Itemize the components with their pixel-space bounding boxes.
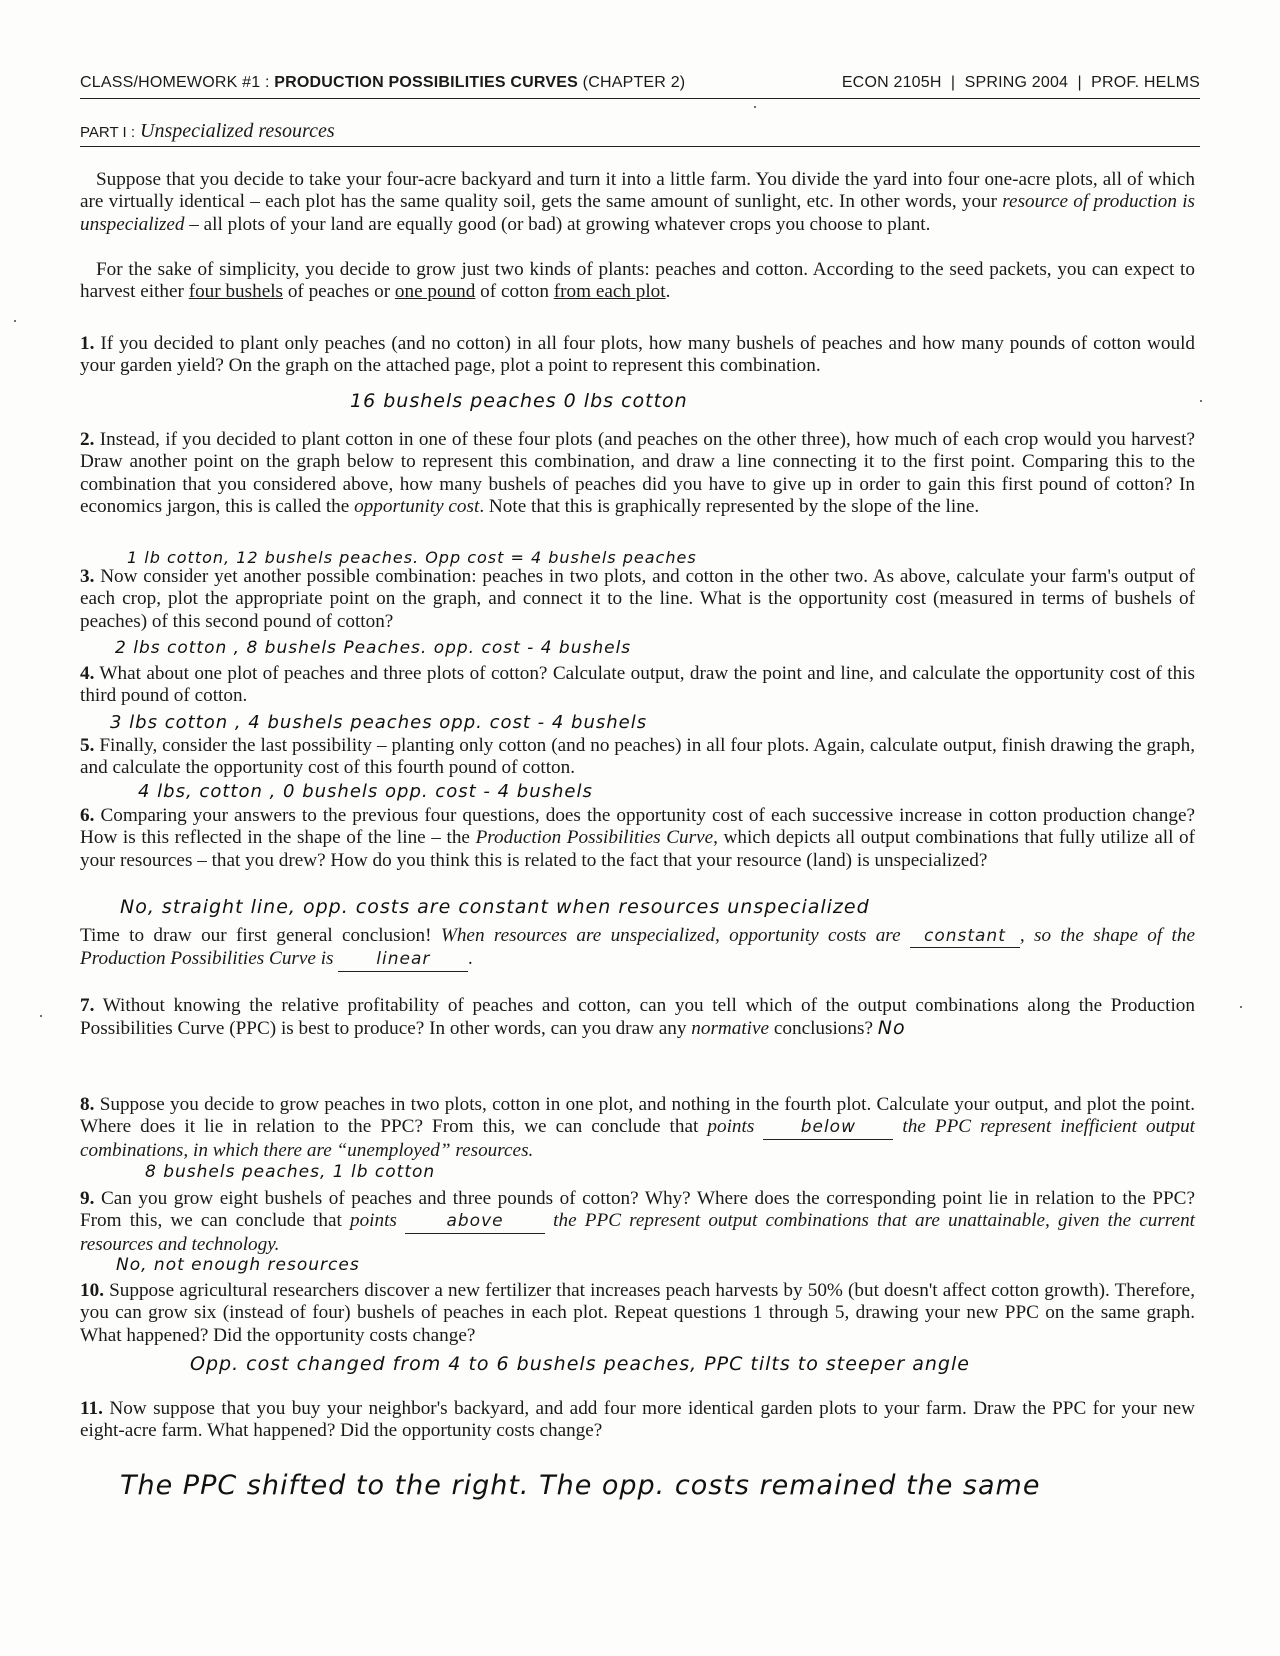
part-label: PART I :: [80, 124, 136, 141]
course-code: ECON 2105H: [841, 74, 942, 91]
question-5: 5. Finally, consider the last possibility – planting only cotton (and no peaches) in all four plots. Again, calculate output, finish drawing the graph, and calculate the opportunity cost of this fourth pound of cotton.: [80, 735, 1196, 779]
q9-blank: above: [405, 1210, 545, 1233]
intro-paragraph-1: Suppose that you decide to take your four-acre backyard and turn it into a little farm. You divide the yard into four one-acre plots, all of which are virtually identical – each plot has the same quality soil, gets the same amount of sunlight, etc. In other words, your resource of production is unspecialized – all plots of your land are equally good (or bad) at growing whatever crops you choose to plant.: [80, 169, 1195, 235]
answer-4-handwritten: 3 lbs cotton , 4 bushels peaches opp. cost - 4 bushels: [110, 712, 648, 733]
scan-speck: [1240, 1006, 1242, 1008]
question-8: 8. Suppose you decide to grow peaches in two plots, cotton in one plot, and nothing in the fourth plot. Calculate your output, and plot the point. Where does it lie in relation to the PPC? From this, we can conclude that points below the PPC represent inefficient output combinations, in which there are “unemployed” resources.: [80, 1094, 1196, 1161]
scan-speck: [40, 1015, 42, 1017]
part-title: Unspecialized resources: [140, 120, 335, 142]
term-label: SPRING 2004: [964, 74, 1069, 91]
answer-9-handwritten: No, not enough resources: [116, 1255, 360, 1275]
answer-6-handwritten: No, straight line, opp. costs are constant when resources unspecialized: [120, 896, 870, 918]
conclusion-blank-2: linear: [338, 948, 468, 971]
scan-speck: [754, 106, 756, 108]
question-1: 1. If you decided to plant only peaches (and no cotton) in all four plots, how many bushels of peaches and how many pounds of cotton would your garden yield? On the graph on the attached page, plot a point to represent this combination.: [80, 333, 1195, 377]
part-rule: [80, 146, 1200, 147]
answer-8-handwritten: 8 bushels peaches, 1 lb cotton: [145, 1162, 436, 1182]
answer-3-handwritten: 2 lbs cotton , 8 bushels Peaches. opp. cost - 4 bushels: [115, 638, 632, 658]
question-4: 4. What about one plot of peaches and three plots of cotton? Calculate output, draw the point and line, and calculate the opportunity cost of this third pound of cotton.: [80, 663, 1195, 707]
answer-11-handwritten: The PPC shifted to the right. The opp. costs remained the same: [120, 1470, 1041, 1501]
question-9: 9. Can you grow eight bushels of peaches and three pounds of cotton? Why? Where does the corresponding point lie in relation to the PPC? From this, we can conclude that points above the PPC represent output combinations that are unattainable, given the current resources and technology.: [80, 1188, 1195, 1255]
question-11: 11. Now suppose that you buy your neighbor's backyard, and add four more identical garden plots to your farm. Draw the PPC for your new eight-acre farm. What happened? Did the opportunity costs change?: [80, 1398, 1195, 1442]
intro-paragraph-2: For the sake of simplicity, you decide to grow just two kinds of plants: peaches and cotton. According to the seed packets, you can expect to harvest either four bushels of peaches or one pound of cotton from each plot.: [80, 259, 1195, 303]
chapter-label: (CHAPTER 2): [582, 74, 686, 91]
question-6: 6. Comparing your answers to the previous four questions, does the opportunity cost of each successive increase in cotton production change? How is this reflected in the shape of the line – the Production Possibilities Curve, which depicts all output combinations that fully utilize all of your resources – that you drew? How do you think this is related to the fact that your resource (land) is unspecialized?: [80, 805, 1196, 871]
answer-5-handwritten: 4 lbs, cotton , 0 bushels opp. cost - 4 bushels: [138, 781, 593, 802]
general-conclusion: Time to draw our first general conclusion! When resources are unspecialized, opportunity costs are constant , so the shape of the Production Possibilities Curve is linear .: [80, 925, 1195, 972]
answer-1-handwritten: 16 bushels peaches 0 lbs cotton: [350, 390, 688, 412]
answer-7-handwritten: No: [877, 1017, 906, 1040]
answer-10-handwritten: Opp. cost changed from 4 to 6 bushels peaches, PPC tilts to steeper angle: [190, 1353, 970, 1375]
answer-2-handwritten: 1 lb cotton, 12 bushels peaches. Opp cost = 4 bushels peaches: [127, 548, 697, 567]
assignment-label: CLASS/HOMEWORK #1 :: [80, 74, 270, 91]
assignment-title: PRODUCTION POSSIBILITIES CURVES: [274, 74, 579, 91]
question-2: 2. Instead, if you decided to plant cotton in one of these four plots (and peaches on the other three), how much of each crop would you harvest? Draw another point on the graph below to represent this combination, and draw a line connecting it to the first point. Comparing this to the combination that you considered above, how many bushels of peaches did you have to give up in order to gain this first pound of cotton? In economics jargon, this is called the opportunity cost. Note that this is graphically represented by the slope of the line.: [80, 429, 1196, 518]
conclusion-blank-1: constant: [910, 925, 1020, 948]
q8-blank: below: [763, 1116, 893, 1139]
part-heading: [80, 120, 335, 143]
question-7: 7. Without knowing the relative profitability of peaches and cotton, can you tell which of the output combinations along the Production Possibilities Curve (PPC) is best to produce? In other words, can you draw any normative conclusions? No: [80, 995, 1195, 1040]
header-left: [80, 74, 685, 92]
scan-speck: [1200, 400, 1202, 402]
scan-speck: [14, 320, 16, 322]
header-rule: [80, 98, 1200, 99]
question-3: 3. Now consider yet another possible combination: peaches in two plots, and cotton in the other two. As above, calculate your farm's output of each crop, plot the appropriate point on the graph, and connect it to the line. What is the opportunity cost (measured in terms of bushels of peaches) of this second pound of cotton?: [80, 566, 1195, 632]
professor-name: PROF. HELMS: [1091, 74, 1200, 91]
question-10: 10. Suppose agricultural researchers discover a new fertilizer that increases peach harvests by 50% (but doesn't affect cotton growth). Therefore, you can grow six (instead of four) bushels of peaches in each plot. Repeat questions 1 through 5, drawing your new PPC on the same graph. What happened? Did the opportunity costs change?: [80, 1280, 1195, 1346]
header-right: ECON 2105H | SPRING 2004 | PROF. HELMS: [841, 74, 1200, 91]
